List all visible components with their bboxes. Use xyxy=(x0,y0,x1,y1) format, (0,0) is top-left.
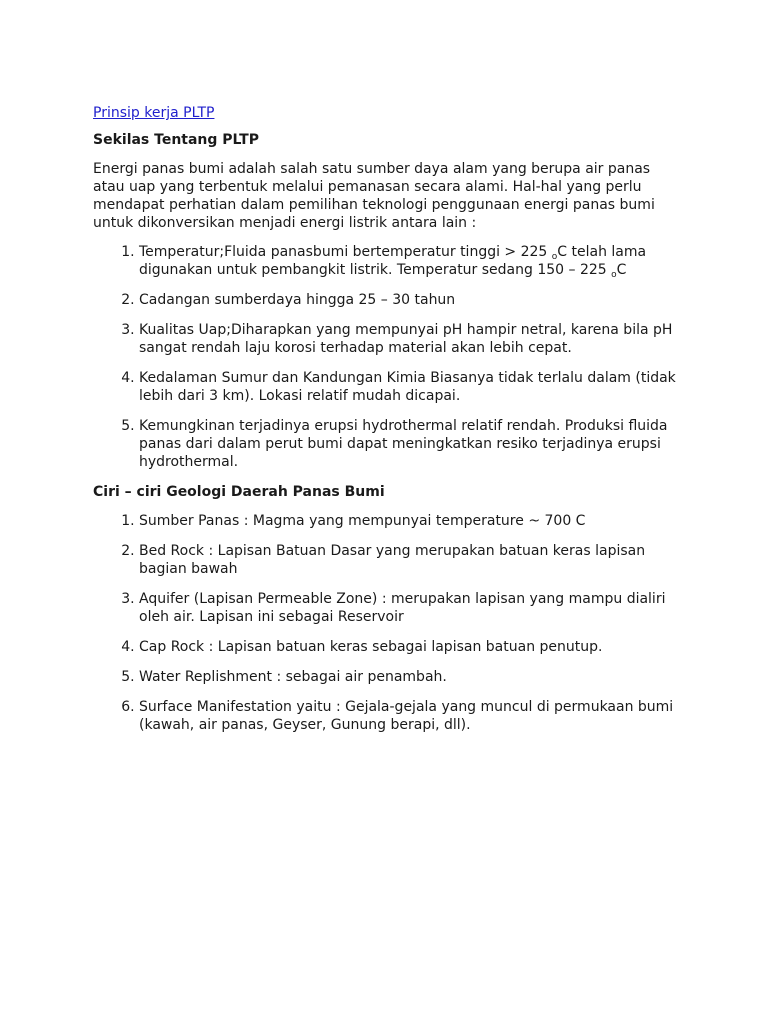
list-item-text: Bed Rock : Lapisan Batuan Dasar yang merupakan batuan keras lapisan bagian bawah xyxy=(139,543,646,577)
list-item xyxy=(139,369,683,405)
title-link[interactable]: Prinsip kerja PLTP xyxy=(93,105,215,121)
section-heading-sekilas: Sekilas Tentang PLTP xyxy=(93,132,259,148)
degree-subscript: o xyxy=(611,270,617,280)
list-item xyxy=(139,243,683,279)
list-item-text: Surface Manifestation yaitu : Gejala-gejala yang muncul di permukaan bumi (kawah, air panas, Geyser, Gunung berapi, dll). xyxy=(139,699,674,733)
list-item xyxy=(139,512,683,530)
list-item xyxy=(139,668,683,686)
list-item-text: Water Replishment : sebagai air penambah. xyxy=(139,669,447,685)
requirements-list xyxy=(93,243,683,471)
list-item-text: Kualitas Uap;Diharapkan yang mempunyai pH hampir netral, karena bila pH sangat rendah laju korosi terhadap material akan lebih cepat. xyxy=(139,322,673,356)
list-item-text-part: C xyxy=(616,262,627,278)
list-item xyxy=(139,590,683,626)
list-item-text: Cadangan sumberdaya hingga 25 – 30 tahun xyxy=(139,292,456,308)
geology-characteristics-list xyxy=(93,512,683,734)
list-item-text-part: Temperatur;Fluida panasbumi bertemperatur tinggi > 225 xyxy=(139,244,552,260)
intro-paragraph: Energi panas bumi adalah salah satu sumber daya alam yang berupa air panas atau uap yang terbentuk melalui pemanasan secara alami. Hal-hal yang perlu mendapat perhatian dalam pemilihan teknologi penggunaan energi panas bumi untuk dikonversikan menjadi energi listrik antara lain : xyxy=(93,161,655,231)
list-item-text-part: C telah lama digunakan untuk pembangkit listrik. Temperatur sedang 150 – 225 xyxy=(139,244,647,278)
list-item-text: Kemungkinan terjadinya erupsi hydrothermal relatif rendah. Produksi fluida panas dari dalam perut bumi dapat meningkatkan resiko terjadinya erupsi hydrothermal. xyxy=(139,418,668,470)
document-content xyxy=(93,104,683,746)
list-item-text: Cap Rock : Lapisan batuan keras sebagai lapisan batuan penutup. xyxy=(139,639,603,655)
list-item-text: Aquifer (Lapisan Permeable Zone) : merupakan lapisan yang mampu dialiri oleh air. Lapisan ini sebagai Reservoir xyxy=(139,591,666,625)
list-item-text: Kedalaman Sumur dan Kandungan Kimia Biasanya tidak terlalu dalam (tidak lebih dari 3 km). Lokasi relatif mudah dicapai. xyxy=(139,370,676,404)
list-item xyxy=(139,542,683,578)
list-item-text: Sumber Panas : Magma yang mempunyai temperature ~ 700 C xyxy=(139,513,586,529)
list-item xyxy=(139,291,683,309)
list-item xyxy=(139,321,683,357)
list-item xyxy=(139,698,683,734)
list-item xyxy=(139,638,683,656)
list-item xyxy=(139,417,683,471)
degree-subscript: o xyxy=(551,252,558,262)
section-heading-ciri: Ciri – ciri Geologi Daerah Panas Bumi xyxy=(93,484,385,500)
